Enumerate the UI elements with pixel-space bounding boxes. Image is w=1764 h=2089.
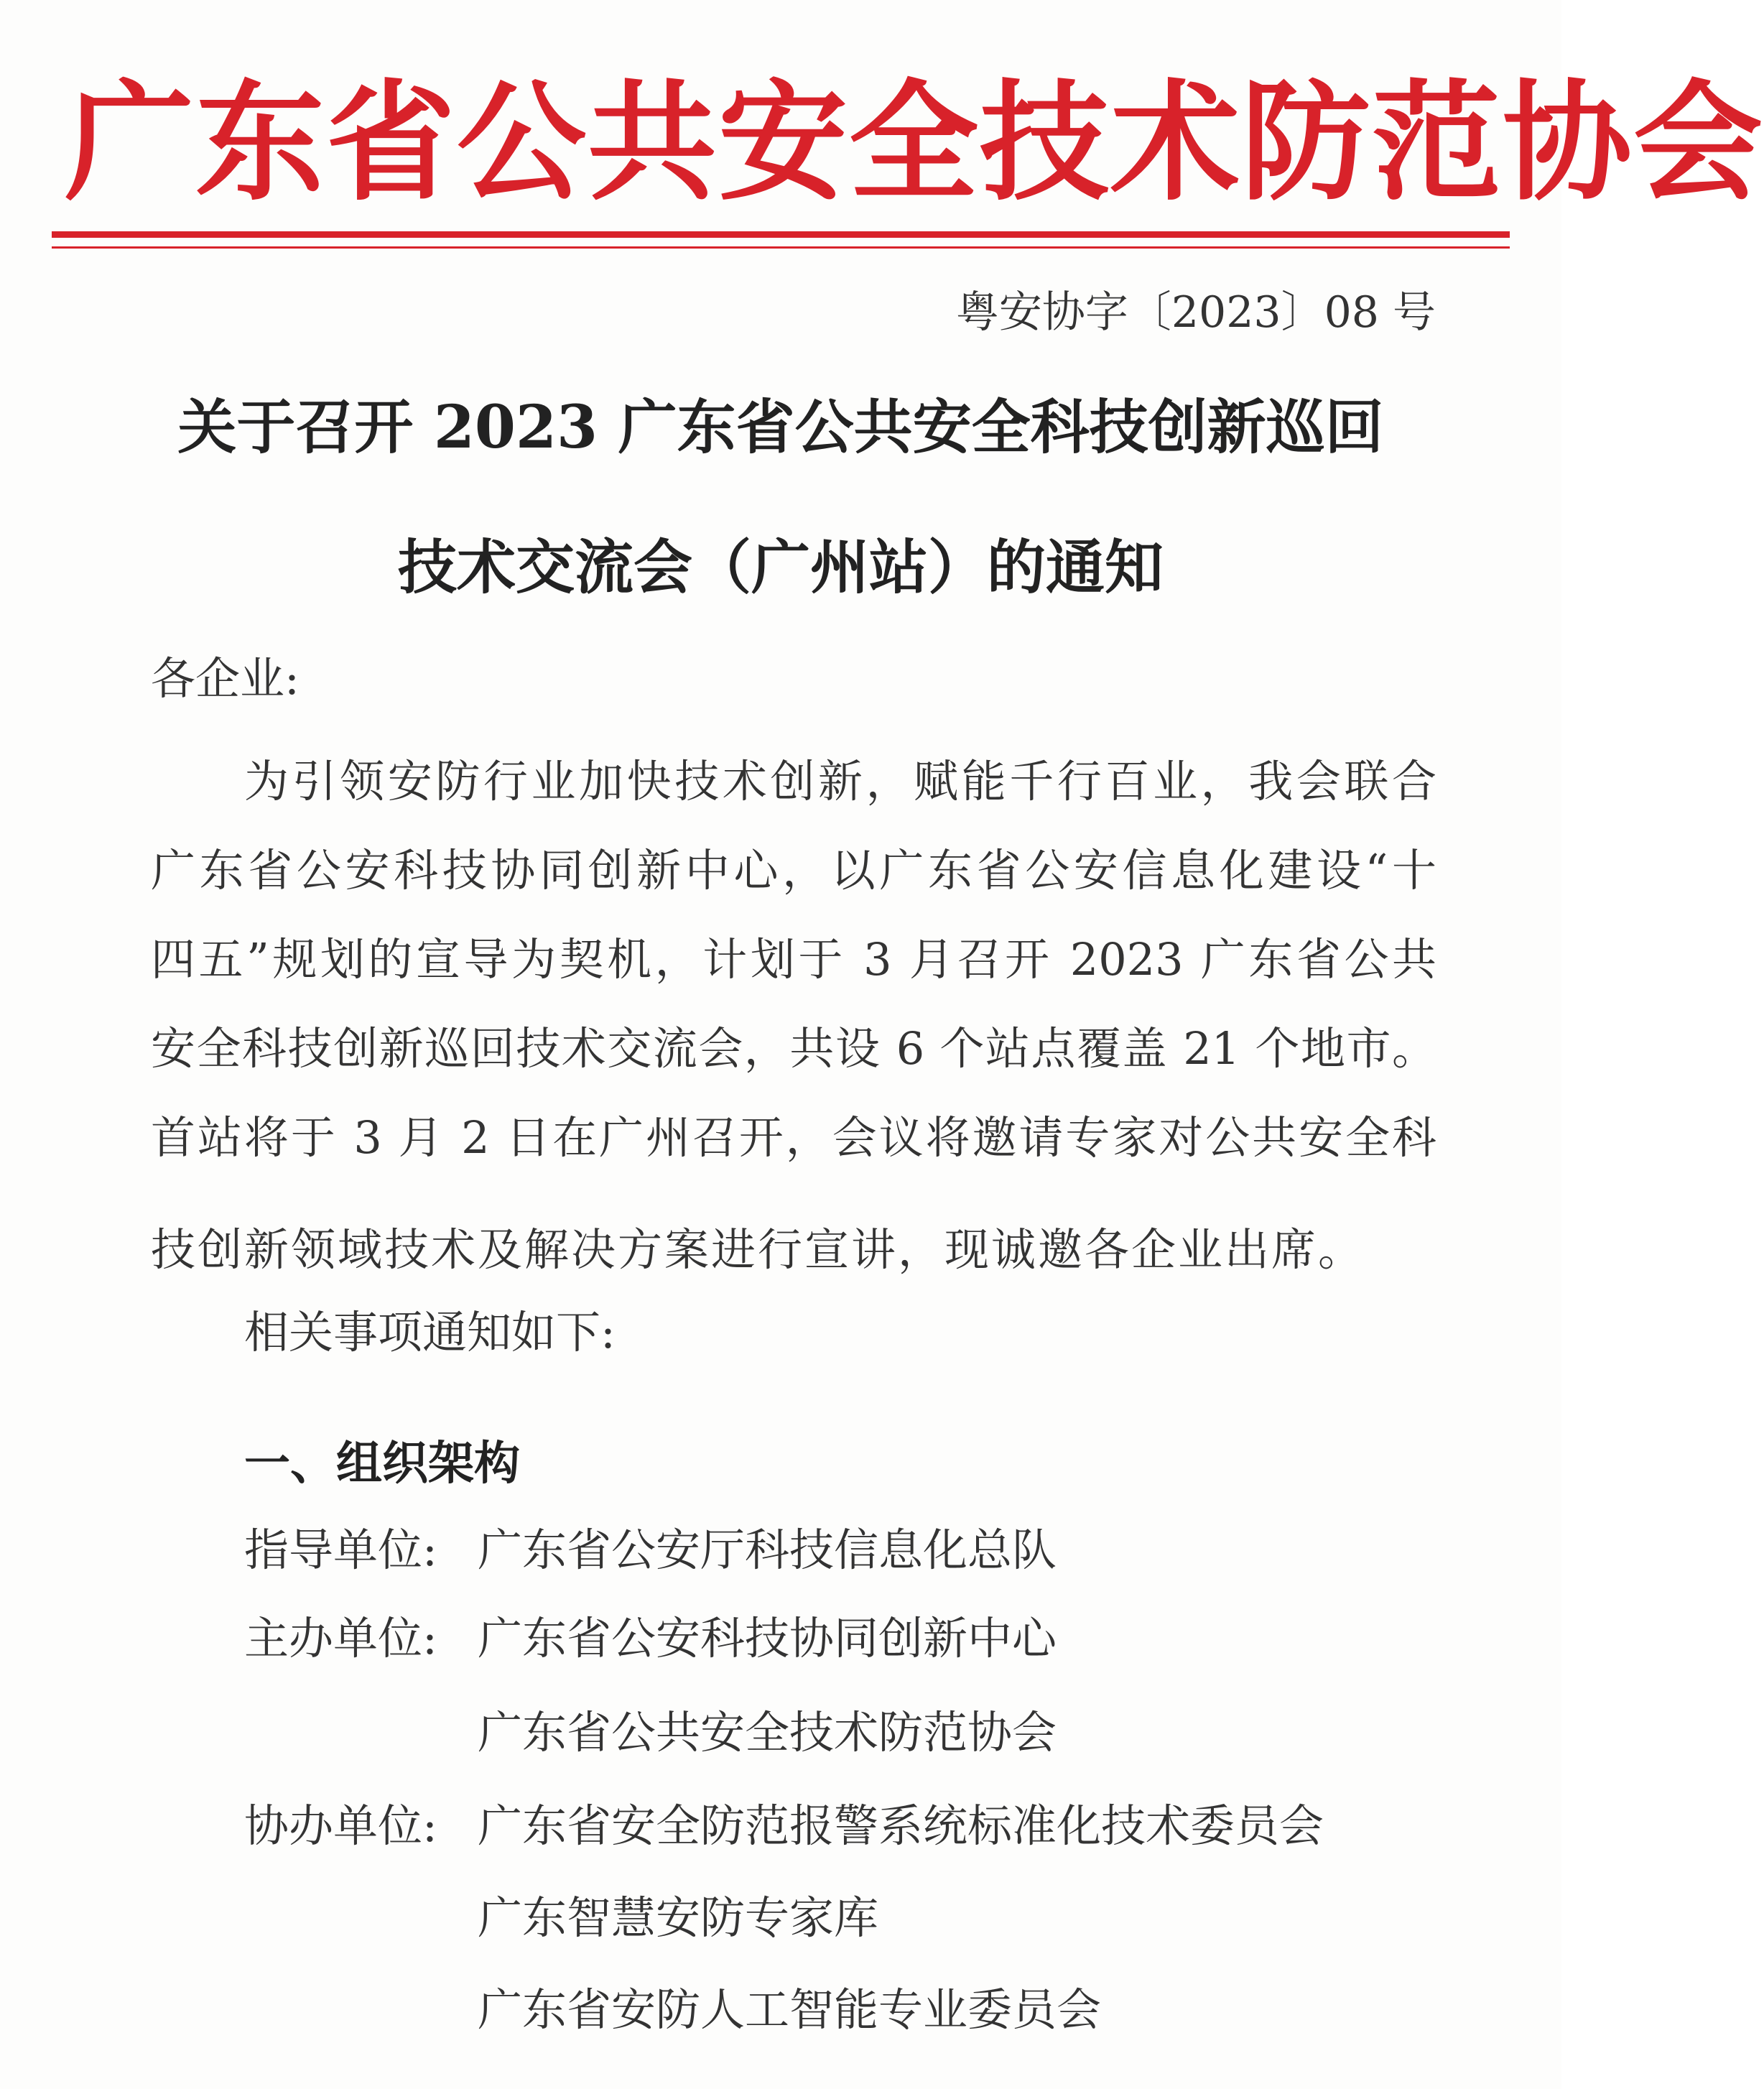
co-unit-1: 广东省安全防范报警系统标准化技术委员会 [478,1799,1324,1852]
co-unit-label: 协办单位: [244,1799,437,1852]
guiding-unit-label: 指导单位: [244,1524,437,1576]
host-unit-label: 主办单位: [244,1612,437,1664]
notice-title-line-2: 技术交流会（广州站）的通知 [397,533,1164,602]
guiding-unit-1: 广东省公安厅科技信息化总队 [478,1524,1057,1576]
host-unit-2: 广东省公共安全技术防范协会 [478,1706,1057,1759]
notice-title-line-1: 关于召开 2023 广东省公共安全科技创新巡回 [177,393,1384,462]
paragraph-line-4: 安全科技创新巡回技术交流会，共设 6 个站点覆盖 21 个地市。 [151,1022,1436,1075]
paragraph-line-2: 广东省公安科技协同创新中心，以广东省公安信息化建设“十 [151,844,1436,897]
document-number: 粤安协字〔2023〕08 号 [955,287,1436,338]
paragraph-line-6: 技创新领域技术及解决方案进行宣讲，现诚邀各企业出席。 [151,1223,1365,1276]
intro-line: 相关事项通知如下: [244,1306,616,1358]
host-unit-1: 广东省公安科技协同创新中心 [478,1612,1057,1664]
paragraph-line-5: 首站将于 3 月 2 日在广州召开，会议将邀请专家对公共安全科 [151,1111,1436,1164]
salutation: 各企业: [151,652,300,705]
letterhead-rule-thick [52,231,1510,238]
section-heading-organization: 一、组织架构 [244,1437,520,1491]
letterhead-rule-thin [52,246,1510,249]
co-unit-2: 广东智慧安防专家库 [478,1891,879,1944]
co-unit-3: 广东省安防人工智能专业委员会 [478,1983,1102,2036]
paragraph-line-3: 四五”规划的宣导为契机，计划于 3 月召开 2023 广东省公共 [151,933,1436,986]
organization-letterhead: 广东省公共安全技术防范协会 [65,68,1764,218]
paragraph-line-1: 为引领安防行业加快技术创新，赋能千行百业，我会联合 [244,755,1436,807]
